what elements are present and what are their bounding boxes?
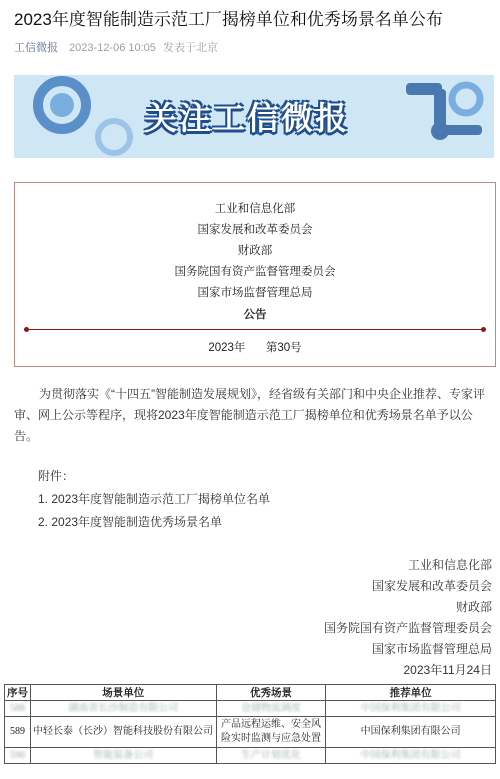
notice-number <box>15 339 495 355</box>
issuer-3: 财政部 <box>237 245 273 257</box>
gear-icon <box>452 85 480 113</box>
row-number: 588 <box>5 701 31 717</box>
attachment-2: 2. 2023年度智能制造优秀场景名单 <box>38 515 223 529</box>
scene-unit: 湖南省长沙制造有限公司 <box>30 701 216 717</box>
signature-5: 国家市场监督管理总局 <box>371 642 492 656</box>
divider-dot-right <box>481 327 486 332</box>
table-row <box>5 717 496 748</box>
issuer-4: 国务院国有资产监督管理委员会 <box>174 266 336 278</box>
banner-title: 关注工信微报 <box>144 100 349 136</box>
gear-icon <box>50 93 74 117</box>
follow-banner[interactable] <box>14 75 494 158</box>
scene-unit: 中轻长泰（长沙）智能科技股份有限公司 <box>30 717 216 748</box>
signature-2: 国家发展和改革委员会 <box>371 579 492 593</box>
scene-name: 生产计划优化 <box>216 748 326 764</box>
article-title: 2023年度智能制造示范工厂揭榜单位和优秀场景名单公布 <box>14 10 443 29</box>
scene-table <box>4 684 496 779</box>
attachment-1: 1. 2023年度智能制造示范工厂揭榜单位名单 <box>38 492 271 506</box>
issuer-5: 国家市场监督管理总局 <box>197 287 313 299</box>
source-link[interactable]: 工信微报 <box>14 42 58 54</box>
notice-heading: 公告 <box>243 309 267 321</box>
table-row <box>5 701 496 717</box>
row-number: 589 <box>5 717 31 748</box>
column-header: 优秀场景 <box>216 685 326 701</box>
notice-divider <box>27 329 485 330</box>
body-paragraph: 为贯彻落实《“十四五”智能制造发展规划》，经省级有关部门和中央企业推荐、专家评审、网上公示等程序，现将2023年度智能制造示范工厂揭榜单位和优秀场景名单予以公告。 <box>14 387 485 443</box>
signature-1: 工业和信息化部 <box>407 558 492 572</box>
scene-name: 仓储物流调度 <box>216 701 326 717</box>
table-row <box>5 748 496 764</box>
recommender: 中国保利集团有限公司 <box>326 748 496 764</box>
official-notice <box>14 182 496 367</box>
attachments-label: 附件： <box>38 469 75 483</box>
issuer-2: 国家发展和改革委员会 <box>197 224 313 236</box>
table-header-row <box>5 685 496 701</box>
signature-3: 财政部 <box>455 600 492 614</box>
recommender: 中国保利集团有限公司 <box>326 701 496 717</box>
signature-date: 2023年11月24日 <box>403 663 492 677</box>
column-header: 场景单位 <box>30 685 216 701</box>
signature-4: 国务院国有资产监督管理委员会 <box>323 621 492 635</box>
scene-name: 产品远程运维、安全风险实时监测与应急处置 <box>216 717 326 748</box>
notice-no: 第30号 <box>265 342 302 354</box>
recommender: 中国保利集团有限公司 <box>326 717 496 748</box>
publish-location: 发表于北京 <box>162 42 218 54</box>
column-header: 推荐单位 <box>326 685 496 701</box>
publish-date: 2023-12-06 10:05 <box>69 42 156 54</box>
notice-year: 2023年 <box>208 342 246 354</box>
scene-unit: 智能装备公司 <box>30 748 216 764</box>
issuer-1: 工业和信息化部 <box>214 203 296 215</box>
row-number: 590 <box>5 748 31 764</box>
column-header: 序号 <box>5 685 31 701</box>
article-meta <box>14 39 222 55</box>
